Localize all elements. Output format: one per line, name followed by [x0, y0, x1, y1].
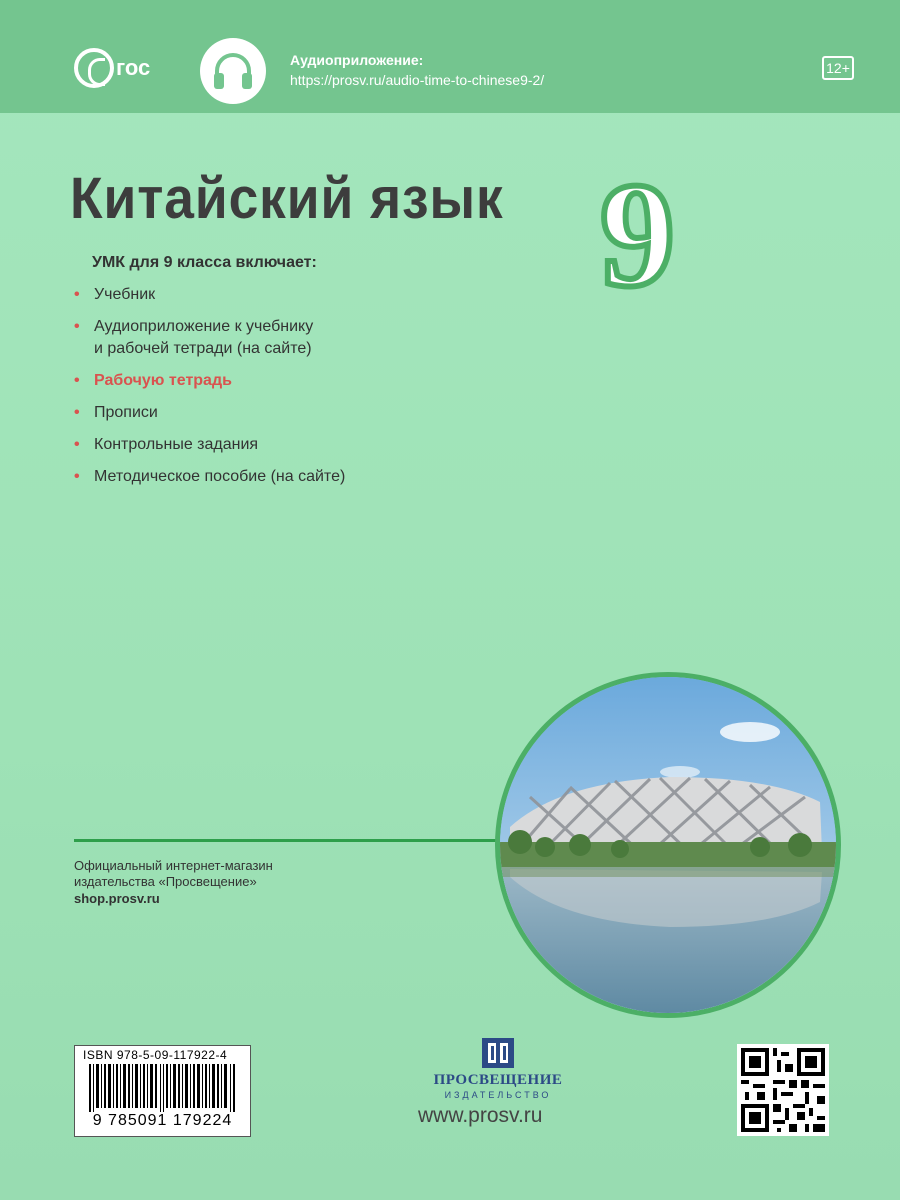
grade-number: 9: [600, 152, 675, 318]
audio-url-link[interactable]: https://prosv.ru/audio-time-to-chinese9-2/: [290, 72, 545, 88]
shop-url-link[interactable]: shop.prosv.ru: [74, 891, 160, 906]
list-item-text: Рабочую тетрадь: [94, 372, 232, 389]
publisher-site-link[interactable]: www.prosv.ru: [418, 1104, 543, 1127]
qr-code[interactable]: [737, 1044, 829, 1136]
list-item: [74, 284, 345, 306]
list-item: [74, 316, 345, 360]
age-rating-badge: 12+: [822, 56, 854, 80]
book-title: Китайский язык: [70, 166, 504, 231]
list-item-text-line2: и рабочей тетради (на сайте): [94, 340, 312, 357]
list-item: [74, 434, 345, 456]
list-item-highlight: [74, 370, 345, 392]
list-item-text: Прописи: [94, 404, 158, 421]
list-item-text: Контрольные задания: [94, 436, 259, 453]
isbn-block: [74, 1045, 251, 1137]
stadium-photo: [495, 672, 841, 1018]
list-item-text: Аудиоприложение к учебнику: [94, 318, 314, 335]
publisher-book-icon: [480, 1036, 516, 1070]
list-item-text: Методическое пособие (на сайте): [94, 468, 346, 485]
publisher-subtitle: ИЗДАТЕЛЬСТВО: [444, 1090, 552, 1100]
shop-line-1: Официальный интернет-магазин: [74, 858, 273, 873]
publisher-name: ПРОСВЕЩЕНИЕ: [433, 1072, 563, 1088]
list-item-text: Учебник: [94, 286, 156, 303]
top-bar: [0, 0, 900, 113]
isbn-label: ISBN 978-5-09-117922-4: [83, 1048, 228, 1062]
headphones-icon: [200, 38, 266, 104]
fgos-logo: [74, 45, 150, 91]
list-item: [74, 466, 345, 488]
isbn-digits: 9 785091 179224: [92, 1112, 233, 1129]
fgos-ring-icon: [74, 48, 114, 88]
shop-line-2: издательства «Просвещение»: [74, 874, 257, 889]
barcode: [89, 1064, 237, 1112]
divider: [74, 839, 514, 842]
fgos-text: гос: [116, 55, 151, 80]
umk-heading: УМК для 9 класса включает:: [92, 254, 317, 271]
audio-title: Аудиоприложение:: [290, 52, 424, 68]
umk-list: [74, 284, 345, 488]
list-item: [74, 402, 345, 424]
